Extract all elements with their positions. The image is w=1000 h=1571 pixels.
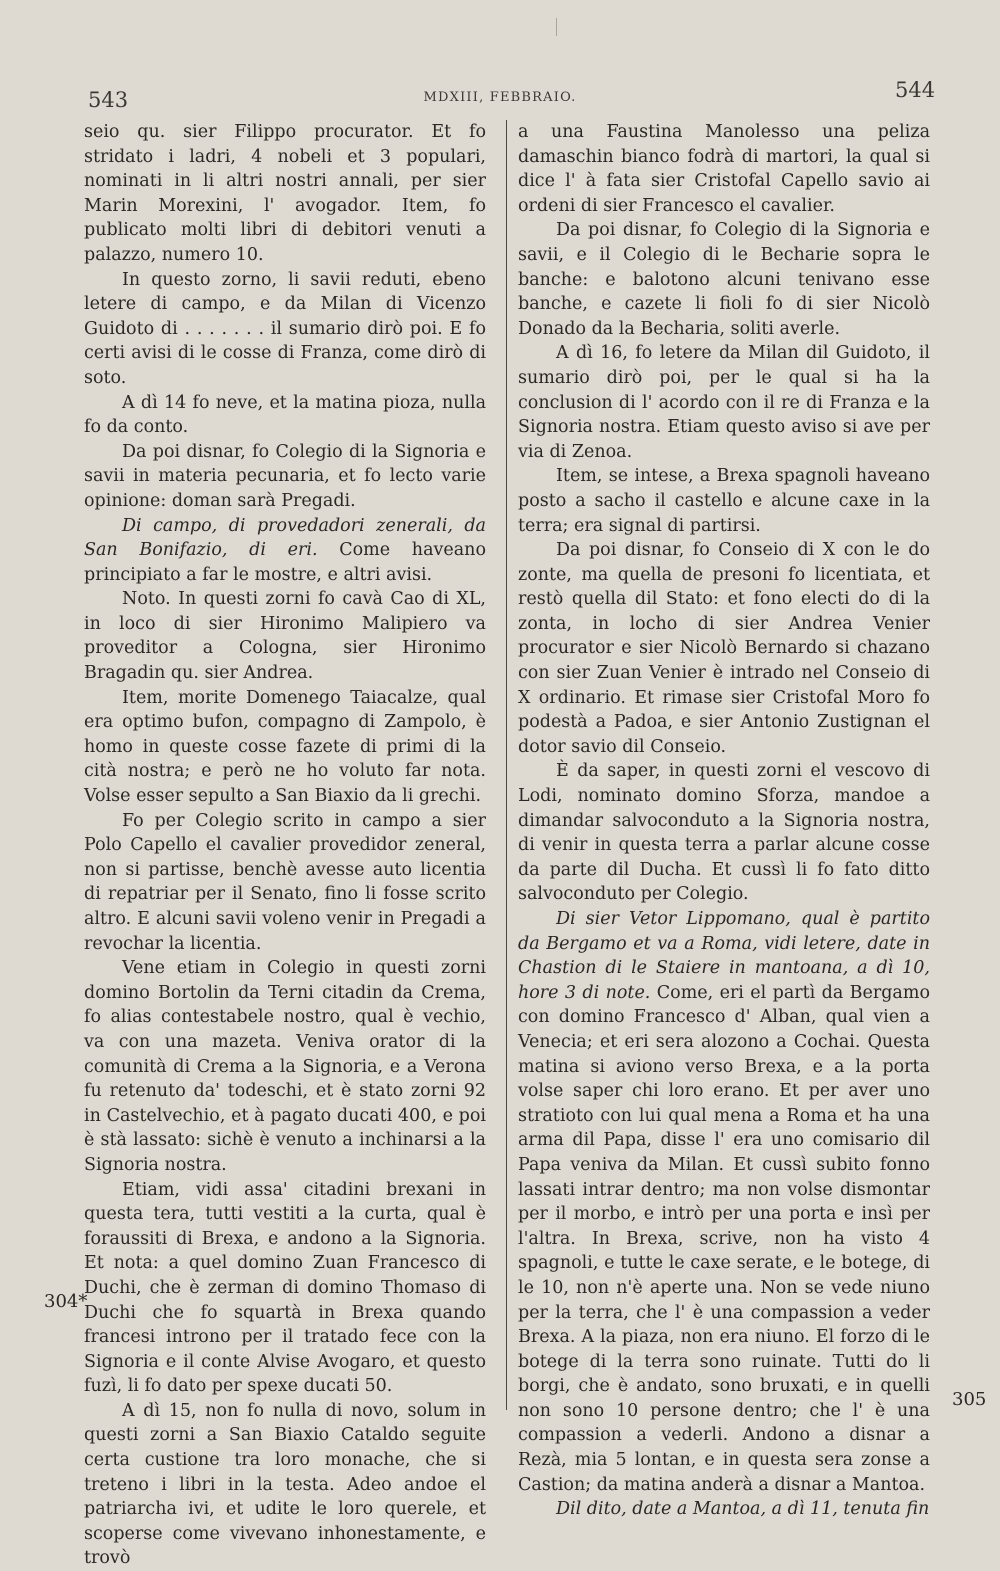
text-paragraph: A dì 16, fo letere da Milan dil Guidoto, il sumario dirò poi, per le qual si ha la conclusion di l' acordo con il re di Franza e la Signoria nostra. Etiam questo aviso si ave per via di Zenoa. (518, 343, 930, 462)
page-number-right: 544 (895, 78, 936, 102)
heading-italic-text: Di sier Vetor Lippomano, qual è partito da Bergamo et va a Roma, vidi letere, date in Chastion di le Staiere in mantoana, a dì 10, hore 3 di note. (518, 909, 930, 1003)
text-paragraph: In questo zorno, li savii reduti, ebeno letere di campo, e da Milan di Vicenzo Guidoto di . . . . . . . il sumario dirò poi. E fo certi avisi di le cosse di Franza, come dirò di soto. (84, 269, 486, 388)
section-heading-paragraph (518, 907, 930, 1497)
top-crease-mark (556, 18, 557, 36)
column-divider (506, 120, 507, 1410)
running-title: MDXIII, FEBBRAIO. (423, 90, 577, 105)
section-heading-paragraph (518, 1497, 930, 1522)
text-paragraph: Noto. In questi zorni fo cavà Cao di XL, in loco di sier Hironimo Malipiero va proveditor a Cologna, sier Hironimo Bragadin qu. sier Andrea. (84, 589, 486, 684)
heading-body-text: Come, eri el partì da Bergamo con domino Francesco d' Alban, qual vien a Venecia; et eri sera alozono a Cochai. Questa matina si aviono verso Brexa, e a la porta volse saper chi loro erano. Et per aver uno stratioto con lui qual mena a Roma et ha una arma dil Papa, disse l' era uno comisario dil Papa veniva da Milan. Et cussì subito fonno lassati intrar dentro; ma non volse dismontar per il morbo, e intrò per una porta e insì per l'altra. In Brexa, scrive, non ha visto 4 spagnoli, e tutte le caxe serate, e le botege, di le 10, non n'è aperte una. Non se vede niuno per la terra, che l' è una compassion a veder Brexa. A la piaza, non era niuno. El forzo di le botege di la terra sono ruinate. Tutti do li borgi, che è andato, sono bruxati, e in quelli non sono 10 persone dentro; che l' è una compassion a vederli. Andono a disnar a Rezà, mia 5 lontan, e in questa sera zonse a Castion; da matina anderà a disnar a Mantoa. (518, 982, 930, 1495)
margin-reference-right: 305 (952, 1389, 987, 1410)
text-paragraph: Vene etiam in Colegio in questi zorni domino Bortolin da Terni citadin da Crema, fo alias contestabele nostro, qual è vechio, va con una mazeta. Veniva orator di la comunità di Crema a la Signoria, e a Verona fu retenuto da' todeschi, et è stato zorni 92 in Castelvechio, et à pagato ducati 400, e poi è stà lassato: sichè è venuto a inchinarsi a la Signoria nostra. (84, 958, 486, 1175)
text-paragraph: Da poi disnar, fo Colegio di la Signoria e savii in materia pecunaria, et fo lecto varie opinione: doman sarà Pregadi. (84, 441, 486, 511)
heading-italic-text: Dil dito, date a Mantoa, a dì 11, tenuta fin (556, 1499, 930, 1520)
margin-reference-left: 304* (44, 1291, 88, 1312)
text-paragraph: A dì 14 fo neve, et la matina pioza, nulla fo da conto. (84, 392, 486, 438)
text-paragraph: Da poi disnar, fo Conseio di X con le do zonte, ma quella de presoni fo licentiata, et restò quella dil Stato: et fono electi do di la zonta, in locho di sier Andrea Venier procurator e sier Nicolò Bernardo si chazano con sier Zuan Venier è intrado nel Conseio di X ordinario. Et rimase sier Cristofal Moro fo podestà a Padoa, e sier Antonio Zustignan el dotor savio dil Conseio. (518, 540, 930, 757)
text-paragraph: Etiam, vidi assa' citadini brexani in questa tera, tutti vestiti a la curta, qual è foraussiti di Brexa, e andono a la Signoria. Et nota: a quel domino Zuan Francesco di Duchi, che è zerman di domino Thomaso di Duchi che fo squartà in Brexa quando francesi introno per il tratado fece con la Signoria e il conte Alvise Avogaro, et questo fuzì, li fo dato per spexe ducati 50. (84, 1179, 486, 1397)
text-paragraph: Item, se intese, a Brexa spagnoli haveano posto a sacho il castello e alcune caxe in la terra; era signal di partirsi. (518, 466, 930, 536)
text-paragraph: Da poi disnar, fo Colegio di la Signoria e savii, e il Colegio di le Becharie sopra le banche: e balotono alcuni tenivano esse banche, e cazete li fioli fo di sier Nicolò Donado da la Becharia, soliti averle. (518, 220, 930, 339)
page-number-left: 543 (88, 88, 129, 112)
heading-body-text: Come haveano principiato a far le mostre, e altri avisi. (84, 540, 486, 585)
text-paragraph: Fo per Colegio scrito in campo a sier Polo Capello el cavalier provedidor zeneral, non si partisse, benchè avesse auto licentia di repatriar per il Senato, fino li fosse scrito altro. E alcuni savii voleno venir in Pregadi a revochar la licentia. (84, 810, 486, 954)
text-paragraph: A dì 15, non fo nulla di novo, solum in questi zorni a San Biaxio Cataldo seguite certa custione tra loro monache, che si treteno i libri in la testa. Adeo andoe el patriarcha ivi, et udite le loro querele, et scoperse come vivevano inhonestamente, e trovò (84, 1400, 486, 1569)
text-paragraph: a una Faustina Manolesso una peliza damaschin bianco fodrà di martori, la qual si dice l' à fata sier Cristofal Capello savio ai ordeni di sier Francesco el cavalier. (518, 122, 930, 216)
left-column (84, 120, 486, 1571)
heading-italic-text: Di campo, di provedadori zenerali, da San Bonifazio, di eri. (84, 515, 486, 561)
right-column (518, 120, 930, 1522)
section-heading-paragraph (84, 514, 486, 588)
text-paragraph: È da saper, in questi zorni el vescovo di Lodi, nominato domino Sforza, mandoe a dimandar salvoconduto a la Signoria nostra, di venir in questa terra a parlar alcune cosse da parte dil Ducha. Et cussì li fo fato ditto salvoconduto per Colegio. (518, 761, 930, 905)
page-header (0, 78, 1000, 114)
text-paragraph: seio qu. sier Filippo procurator. Et fo stridato i ladri, 4 nobeli et 3 populari, nominati in li altri nostri annali, per sier Marin Morexini, l' avogador. Item, fo publicato molti libri di debitori venuti a palazzo, numero 10. (84, 122, 486, 265)
text-paragraph: Item, morite Domenego Taiacalze, qual era optimo bufon, compagno di Zampolo, è homo in queste cosse fazete di primi di la cità nostra; e però ne ho voluto far nota. Volse esser sepulto a San Biaxio da li grechi. (84, 687, 486, 807)
